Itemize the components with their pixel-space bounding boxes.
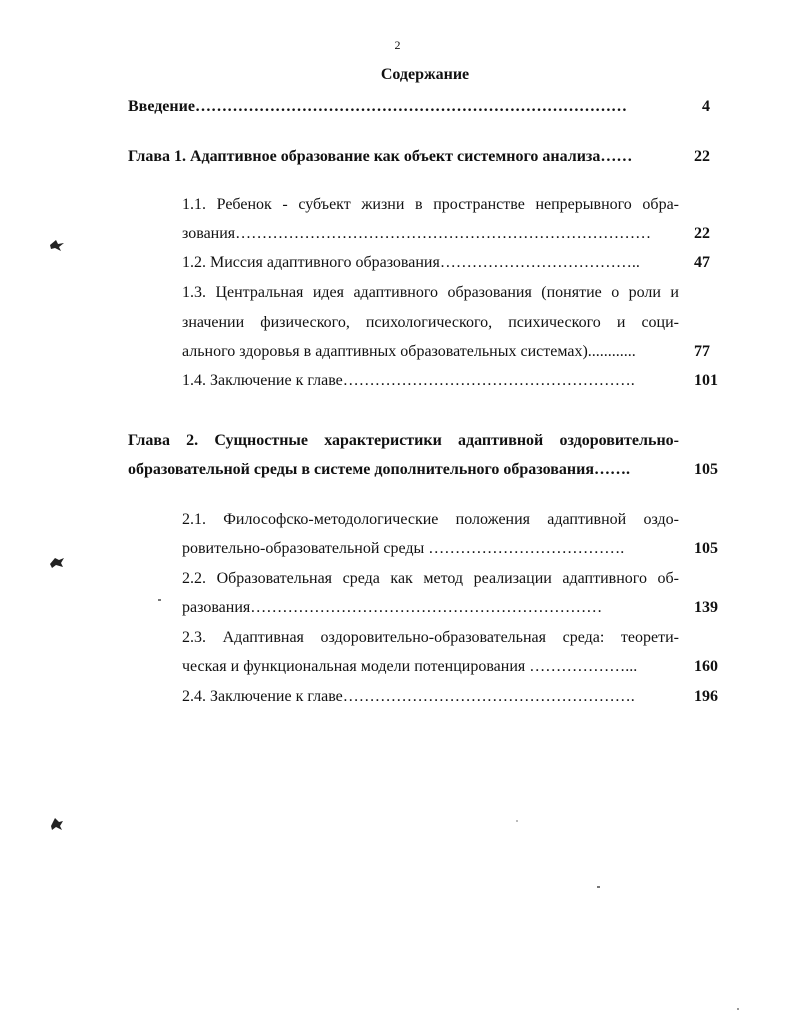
toc-section-2-2-line1: 2.2. Образовательная среда как метод реализации адаптивного об-: [182, 570, 679, 587]
toc-section-2-1-line2: ровительно-образовательной среды ……………………………….: [182, 540, 625, 557]
toc-chapter2-heading-line1: Глава 2. Сущностные характеристики адаптивной оздоровительно-: [128, 432, 679, 449]
toc-section-1-1-line1: 1.1. Ребенок - субъект жизни в пространстве непрерывного обра-: [182, 196, 679, 213]
scan-mark-icon: [48, 238, 66, 256]
toc-section-2-3-line2: ческая и функциональная модели потенцирования ………………...: [182, 658, 638, 675]
toc-introduction-page: 4: [702, 98, 710, 115]
toc-section-1-4-page: 101: [694, 372, 718, 389]
toc-introduction-label: Введение………………………………………………………………………: [128, 98, 627, 115]
scan-mark-icon: [48, 816, 66, 836]
toc-section-1-3-page: 77: [694, 343, 710, 360]
toc-section-2-3-line1: 2.3. Адаптивная оздоровительно-образовательная среда: теорети-: [182, 629, 679, 646]
toc-chapter1-heading: Глава 1. Адаптивное образование как объект системного анализа……: [128, 148, 633, 165]
scan-speck: [516, 820, 518, 822]
toc-section-2-1-page: 105: [694, 540, 718, 557]
scan-mark-icon: [48, 555, 66, 573]
toc-section-1-2-line1: 1.2. Миссия адаптивного образования………………………………..: [182, 254, 640, 271]
scan-speck: [158, 599, 161, 601]
toc-section-2-2-page: 139: [694, 599, 718, 616]
toc-section-2-1-line1: 2.1. Философско-методологические положения адаптивной оздо-: [182, 511, 679, 528]
toc-section-1-1-line2: зования……………………………………………………………………: [182, 225, 652, 242]
toc-section-1-3-line1: 1.3. Центральная идея адаптивного образования (понятие о роли и: [182, 284, 679, 301]
toc-section-1-3-line2: значении физического, психологического, психического и соци-: [182, 314, 679, 331]
toc-chapter2-heading-line2: образовательной среды в системе дополнительного образования…….: [128, 461, 630, 478]
toc-section-2-4-page: 196: [694, 688, 718, 705]
toc-section-1-3-line3: ального здоровья в адаптивных образовательных системах)............: [182, 343, 636, 360]
toc-chapter1-page: 22: [694, 148, 710, 165]
page-number: 2: [394, 38, 401, 52]
toc-section-2-4-line1: 2.4. Заключение к главе……………………………………………….: [182, 688, 635, 705]
scan-speck: [597, 886, 600, 888]
scan-speck: [737, 1008, 739, 1010]
toc-title: Содержание: [380, 66, 470, 83]
toc-section-2-2-line2: разования…………………………………………………………: [182, 599, 603, 616]
toc-section-1-4-line1: 1.4. Заключение к главе……………………………………………….: [182, 372, 635, 389]
toc-chapter2-page: 105: [694, 461, 718, 478]
toc-section-2-3-page: 160: [694, 658, 718, 675]
toc-section-1-1-page: 22: [694, 225, 710, 242]
toc-section-1-2-page: 47: [694, 254, 710, 271]
